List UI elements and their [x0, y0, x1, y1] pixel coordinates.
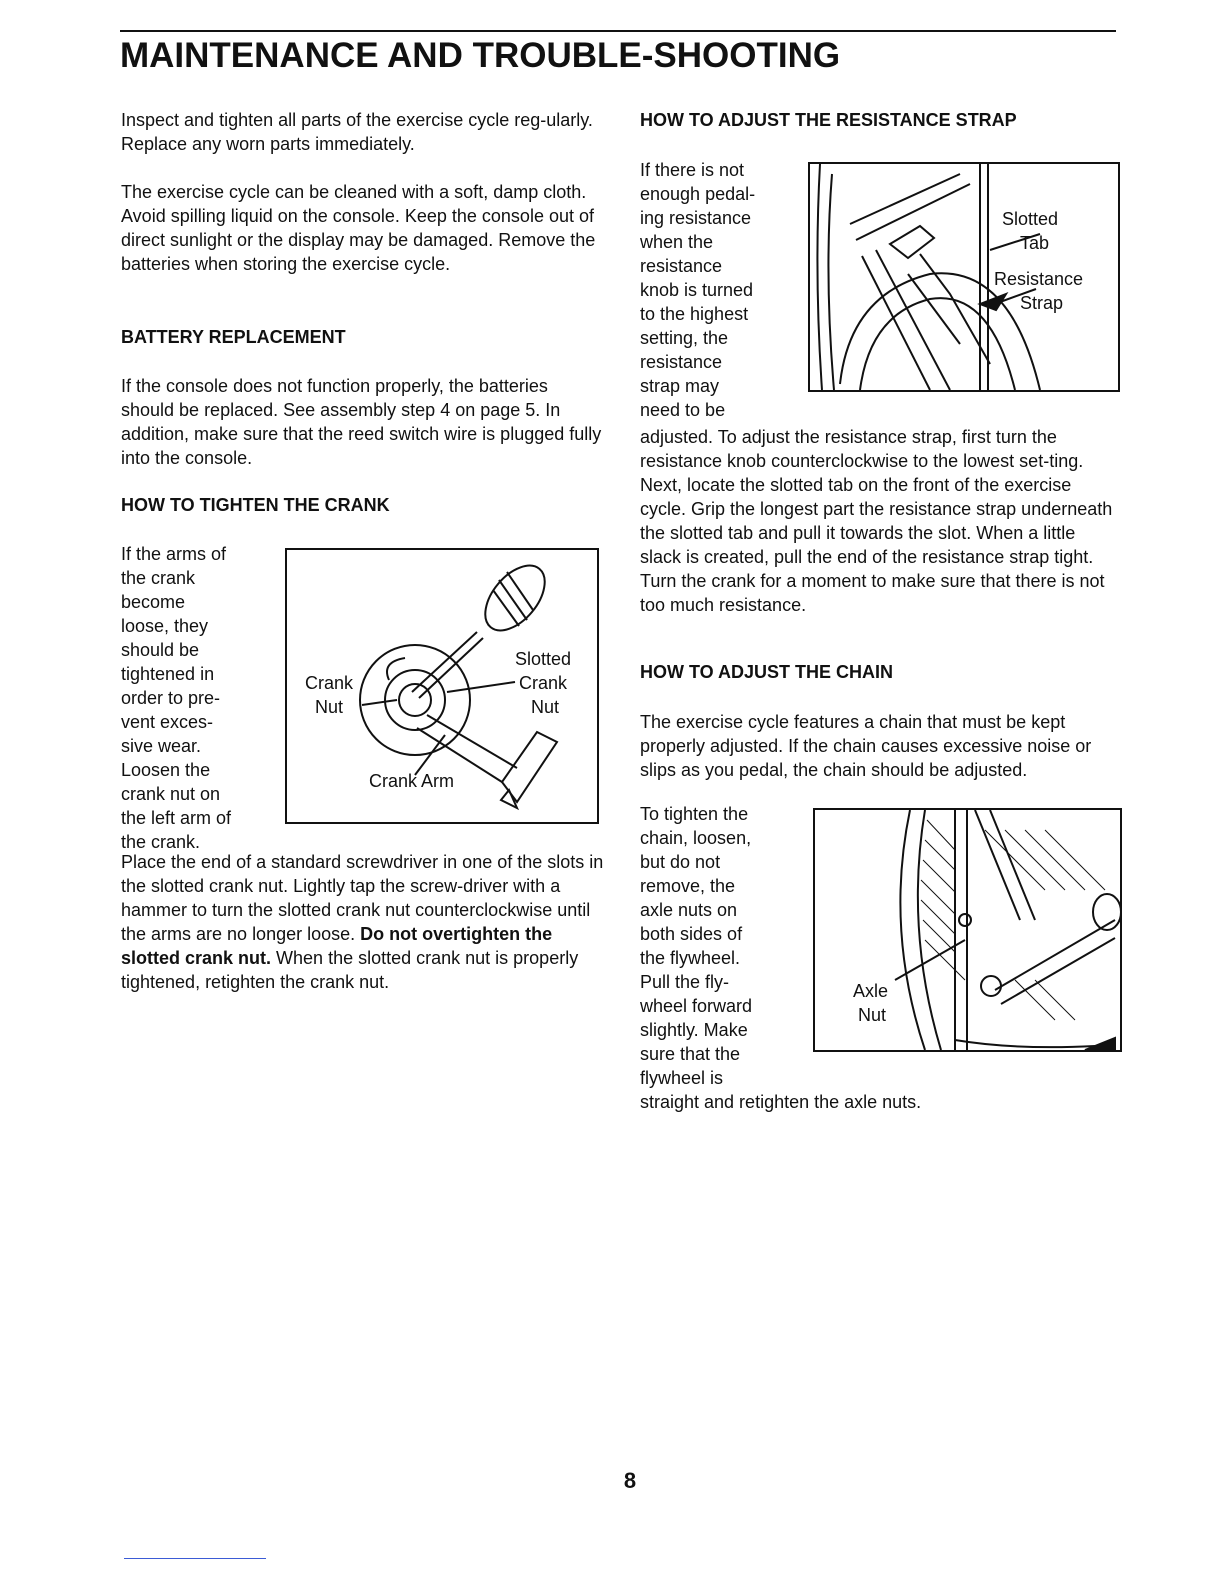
crank-side-line: should be [121, 640, 200, 660]
label-crank-arm: Crank Arm [369, 771, 455, 791]
crank-side-line: vent exces- [121, 712, 214, 732]
label-slotted-tab-2: Tab [1020, 233, 1050, 253]
crank-side-line: tightened in [121, 664, 215, 684]
strap-side-line: when the [640, 232, 714, 252]
crank-side-line: If the arms of [121, 544, 227, 564]
label-crank: Crank [305, 673, 354, 693]
chain-side-line: chain, loosen, [640, 828, 752, 848]
crank-heading: HOW TO TIGHTEN THE CRANK [121, 495, 390, 515]
chain-side-line: both sides of [640, 924, 743, 944]
crank-side-line: the crank. [121, 832, 201, 852]
strap-side-line: knob is turned [640, 280, 754, 300]
label-slotted-tab-1: Slotted [1002, 209, 1059, 229]
crank-side-line: order to pre- [121, 688, 221, 708]
label-nut-2: Nut [531, 697, 560, 717]
strap-heading: HOW TO ADJUST THE RESISTANCE STRAP [640, 110, 1017, 130]
chain-intro-paragraph: The exercise cycle features a chain that must be kept properly adjusted. If the chain causes excessive noise or slips as you pedal, the chain should be adjusted. [640, 712, 1092, 780]
chain-side-line: flywheel is [640, 1068, 724, 1088]
label-resistance-2: Strap [1020, 293, 1064, 313]
crank-text-b: When the slotted crank nut is properly tightened, retighten the crank nut. [121, 948, 579, 992]
crank-side-line: crank nut on [121, 784, 221, 804]
label-crank-2: Crank [519, 673, 568, 693]
crank-side-text [121, 542, 281, 854]
label-axle-nut: Nut [858, 1005, 887, 1025]
battery-heading: BATTERY REPLACEMENT [121, 327, 346, 347]
strap-side-line: If there is not [640, 160, 745, 180]
crank-side-line: Loosen the [121, 760, 211, 780]
page-number: 8 [623, 1468, 637, 1493]
chain-side-line: Pull the fly- [640, 972, 730, 992]
chain-side-line: axle nuts on [640, 900, 738, 920]
crank-side-line: loose, they [121, 616, 209, 636]
chain-heading: HOW TO ADJUST THE CHAIN [640, 662, 894, 682]
chain-side-line: To tighten the [640, 804, 749, 824]
strap-side-line: resistance [640, 352, 723, 372]
label-axle: Axle [853, 981, 889, 1001]
battery-paragraph: If the console does not function properly, the batteries should be replaced. See assembly step 4 on page 5. In addition, make sure that the reed switch wire is plugged fully into the console. [121, 376, 602, 468]
strap-side-line: to the highest [640, 304, 749, 324]
chain-side-line: slightly. Make [640, 1020, 748, 1040]
crank-side-line: sive wear. [121, 736, 202, 756]
page-title: MAINTENANCE AND TROUBLE-SHOOTING [120, 36, 841, 75]
strap-figure [808, 162, 1120, 392]
label-nut: Nut [315, 697, 344, 717]
crank-figure [285, 548, 599, 824]
chain-side-line: the flywheel. [640, 948, 741, 968]
crank-text-a: Place the end of a standard screwdriver in one of the slots in the slotted crank nut. Lightly tap the screw-driver with a hammer to turn the slotted crank nut counterclockwise until the arms are no longer loose. [121, 852, 604, 944]
crank-side-line: become [121, 592, 186, 612]
intro-paragraph-1: Inspect and tighten all parts of the exercise cycle reg-ularly. Replace any worn parts immediately. [121, 110, 593, 154]
label-slotted: Slotted [515, 649, 572, 669]
strap-side-line: setting, the [640, 328, 729, 348]
chain-side-text [640, 802, 800, 1090]
chain-side-line: sure that the [640, 1044, 741, 1064]
crank-side-line: the left arm of [121, 808, 232, 828]
bottom-rule [124, 1558, 266, 1559]
crank-side-line: the crank [121, 568, 196, 588]
chain-side-line: wheel forward [640, 996, 753, 1016]
strap-side-line: resistance [640, 256, 723, 276]
strap-side-line: need to be [640, 400, 726, 420]
crank-warning: Do not overtighten the slotted crank nut. [121, 924, 553, 968]
chain-side-line: but do not [640, 852, 721, 872]
strap-paragraph: adjusted. To adjust the resistance strap, first turn the resistance knob counterclockwise to the lowest set-ting. Next, locate the slotted tab on the front of the exercise cycle. Grip the longest part the resistance strap underneath the slotted tab and pull it towards the slot. When a little slack is created, pull the end of the resistance strap tight. Turn the crank for a moment to make sure that there is not too much resistance. [640, 427, 1113, 615]
strap-side-text [640, 158, 800, 422]
chain-side-line: remove, the [640, 876, 736, 896]
strap-side-line: strap may [640, 376, 720, 396]
label-resistance-1: Resistance [994, 269, 1084, 289]
intro-paragraph-2: The exercise cycle can be cleaned with a soft, damp cloth. Avoid spilling liquid on the console. Keep the console out of direct sunlight or the display may be damaged. Remove the batteries when storing the exercise cycle. [121, 182, 596, 274]
strap-side-line: ing resistance [640, 208, 752, 228]
strap-side-line: enough pedal- [640, 184, 756, 204]
top-rule [120, 30, 1116, 32]
chain-figure [813, 808, 1122, 1052]
chain-paragraph: straight and retighten the axle nuts. [640, 1092, 922, 1112]
crank-paragraph [121, 850, 605, 994]
